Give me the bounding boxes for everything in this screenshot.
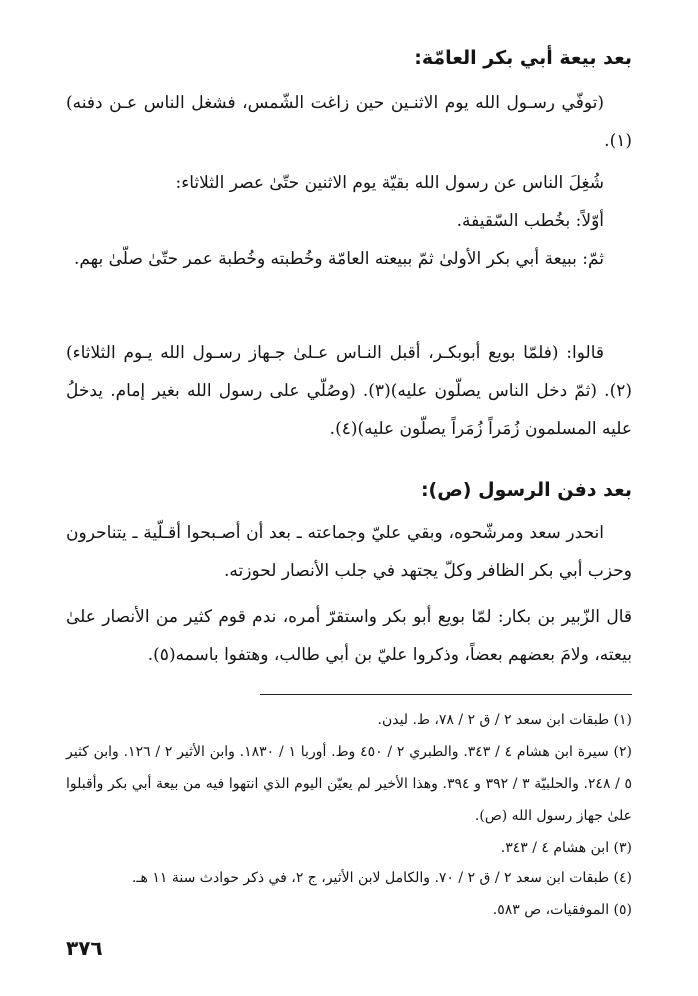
footnote-4: (٤) طبقات ابن سعد ٢ / ق ٢ / ٧٠. والكامل لابن الأثير، ج ٢، في ذكر حوادث سنة ١١ هـ. <box>131 870 632 886</box>
section-heading-general-bayah: بعد بيعة أبي بكر العامّة: <box>414 47 632 69</box>
paragraph-first: أوّلاً: بخُطب السّقيفة. <box>456 211 604 231</box>
paragraph-saad: انحدر سعد ومرشّحوه، وبقي عليّ وجماعته ـ بعد أن أصـبحوا أقـلّية ـ يتناحرون وحزب أبي بكر الظافر وكلّ يجتهد في جلب الأنصار لحوزته. <box>66 523 632 581</box>
page-number: ٣٧٦ <box>66 936 103 960</box>
paragraph-then: ثمّ: ببيعة أبي بكر الأولىٰ ثمّ ببيعته العامّة وخُطبته وخُطبة عمر حتّىٰ صلّىٰ بهم. <box>73 249 604 269</box>
section-heading-after-burial: بعد دفن الرسول (ص): <box>420 479 632 501</box>
footnote-divider <box>260 694 632 695</box>
footnote-3: (٣) ابن هشام ٤ / ٣٤٣. <box>500 840 632 856</box>
paragraph-zubayr: قال الزّبير بن بكار: لمّا بويع أبو بكر واستقرّ أمره، ندم قوم كثير من الأنصار علىٰ بيعته، ولامَ بعضهم بعضاً، وذكروا عليّ بن أبي طالب، وهتفوا باسمه(٥). <box>66 607 632 665</box>
paragraph-death: (توفّي رسـول الله يوم الاثنـين حين زاغت الشّمس، فشغل الناس عـن دفنه)(١). <box>66 93 632 151</box>
paragraph-they-said: قالوا: (فلمّا بويع أبوبكـر، أقبل النـاس عـلىٰ جـهاز رسـول الله يـوم الثلاثاء)(٢). (ثمّ دخل الناس يصلّون عليه)(٣). (وصُلّي على رسول الله بغير إمام. يدخلُ عليه المسلمون زُمَراً زُمَراً يصلّون عليه)(٤). <box>66 343 632 439</box>
footnote-2: (٢) سيرة ابن هشام ٤ / ٣٤٣. والطبري ٢ / ٤٥٠ وط. أوربا ١ / ١٨٣٠. وابن الأثير ٢ / ١٢٦. وابن كثير ٥ / ٢٤٨. والحلبيّة ٣ / ٣٩٢ و ٣٩٤. وهذا الأخير لم يعيّن اليوم الذي انتهوا فيه من بيعة أبي بكر وأقبلوا علىٰ جهاز رسول الله (ص). <box>66 744 632 824</box>
paragraph-occupied: شُغِلَ الناس عن رسول الله بقيّة يوم الاثنين حتّىٰ عصر الثلاثاء: <box>175 173 604 193</box>
footnote-5: (٥) الموفقيات، ص ٥٨٣. <box>492 902 632 918</box>
footnote-1: (١) طبقات ابن سعد ٢ / ق ٢ / ٧٨، ط. ليدن. <box>377 712 632 728</box>
